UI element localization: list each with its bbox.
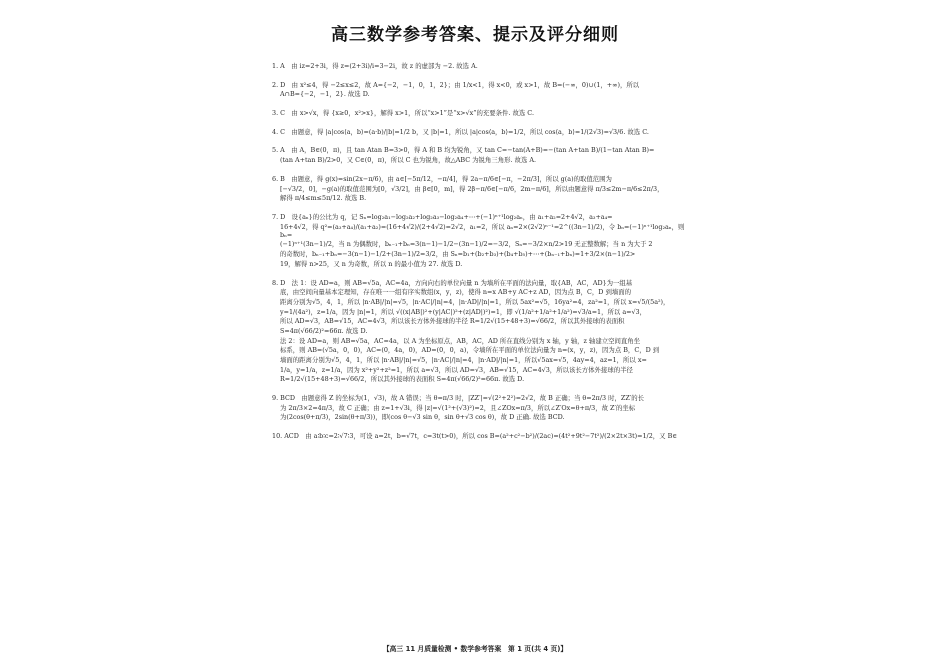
answer-item — [272, 109, 692, 117]
answer-line: 10. ACD 由 a∶b∶c=2∶√7∶3，可设 a=2t，b=√7t，c=3t(t>0)，所以 cos B=(a²+c²−b²)/(2ac)=(4t²+9t²−7t²)/(2×2t×3t)=1/2，又 B∈ — [272, 432, 678, 441]
answer-line: 的奇数时，bₙ₋₁+bₙ=−3(n−1)−1/2+(3n−1)/2=3/2，由 Sₙ=b₁+(b₂+b₃)+(b₄+b₅)+⋯+(bₙ₋₁+bₙ)=1+3/2×(n−1)/2> — [280, 250, 636, 259]
page-footer: 【高三 11 月质量检测 • 数学参考答案 第 1 页(共 4 页)】 — [382, 645, 568, 653]
answer-line: 7. D 设{aₙ}的公比为 q，记 Sₙ=log₂a₁−log₂a₂+log₂a₃−log₂a₄+⋯+(−1)ⁿ⁺¹log₂aₙ，由 a₁+a₂=2+4√2，a₃+a₄= — [272, 212, 613, 221]
answer-line: 6. B 由题意，得 g(x)=sin(2x−π/6)，由 a∈[−5π/12，−π/4]，得 2a−π/6∈[−π，−2π/3]，所以 g(a)的取值范围为 — [272, 174, 612, 183]
answer-line: 1/a，y=1/a，z=1/a，因为 x²+y²+z²=1，所以 a=√3，所以 AD=√3，AB=√15，AC=4√3，所以该长方体外接球的半径 — [280, 365, 633, 374]
answer-line: (tan A+tan B)/2>0，又 C∈(0，π)，所以 C 也为锐角，故△ABC 为锐角三角形. 故选 A. — [280, 156, 537, 165]
answer-item — [272, 128, 692, 136]
answer-line: [−√3/2，0]，−g(a)的取值范围为[0，√3/2]，由 β∈[0，m]，得 2β−π/6∈[−π/6，2m−π/6]，所以由题意得 π/3≤2m−π/6≤2π/3， — [280, 184, 664, 193]
answer-item — [272, 81, 692, 99]
answer-line: 所以 AD=√3，AB=√15，AC=4√3，所以该长方体外接球的半径 R=1/2√(15+48+3)=√66/2，所以其外接球的表面积 — [280, 317, 625, 326]
answer-item — [272, 175, 692, 203]
answer-item — [272, 432, 692, 440]
answer-line: 解得 π/4≤m≤5π/12. 故选 B. — [280, 194, 367, 203]
answer-item — [272, 213, 692, 268]
page-title: 高三数学参考答案、提示及评分细则 — [331, 25, 619, 45]
answer-line: 9. BCD 由题意得 Z 的坐标为(1，√3)，故 A 错误；当 θ=π/3 时，|ZZ′|=√(2²+2²)=2√2，故 B 正确；当 θ=2π/3 时，ZZ′的长 — [272, 394, 645, 403]
answer-line: 1. A 由 iz=2+3i，得 z=(2+3i)/i=3−2i，故 z 的虚部为 −2. 故选 A. — [272, 62, 478, 70]
answer-line: 3. C 由 x>√x，得 {x≥0，x²>x}，解得 x>1，所以“x>1”是“x>√x”的充要条件. 故选 C. — [272, 109, 534, 118]
answer-line: 标系，则 AB=(√5a，0，0)，AC=(0，4a，0)，AD=(0，0，a)，令墙所在平面的单位法向量为 n=(x，y，z)，因为点 B，C，D 到 — [280, 346, 660, 355]
answer-item — [272, 146, 692, 164]
answer-line: 为(2cos(θ+π/3)，2sin(θ+π/3))，即(cos θ−√3 sin θ，sin θ+√3 cos θ)，故 D 正确. 故选 BCD. — [280, 413, 565, 422]
answer-line: (−1)ⁿ⁺¹(3n−1)/2，当 n 为偶数时，bₙ₋₁+bₙ=3(n−1)−1/2−(3n−1)/2=−3/2，Sₙ=−3/2×n/2>19 无正整数解；当 n 为大于 2 — [280, 240, 653, 249]
answer-line: A∩B={−2，−1，2}. 故选 D. — [280, 90, 370, 99]
answer-item — [272, 394, 692, 422]
answer-line: 4. C 由题意，得 |a|cos⟨a，b⟩=(a·b)/|b|=1/2 b，又 |b|=1，所以 |a|cos⟨a，b⟩=1/2，所以 cos⟨a，b⟩=1/(2√3)=√3/6. 故选 C. — [272, 127, 649, 136]
answer-line: 8. D 法 1：设 AD=a，则 AB=√5a，AC=4a，方向向右的单位向量 n 为墙所在平面的法向量，取{AB，AC，AD}为一组基 — [272, 278, 633, 287]
answer-item — [272, 279, 692, 384]
answer-line: 法 2：设 AD=a，则 AB=√5a，AC=4a，以 A 为坐标原点，AB，AC，AD 所在直线分别为 x 轴，y 轴，z 轴建立空间直角坐 — [280, 336, 641, 345]
answer-line: 墙面的距离分别为√5，4，1，所以 |n·AB|/|n|=√5，|n·AC|/|n|=4，|n·AD|/|n|=1，所以√5ax=√5，4ay=4，az=1，所以 x= — [280, 356, 647, 364]
answer-line: 距离分别为√5，4，1，所以 |n·AB|/|n|=√5，|n·AC|/|n|=4，|n·AD|/|n|=1，所以 5ax²=√5，16ya²=4，za²=1，所以 x=√5/(5a²)， — [280, 297, 670, 306]
answer-line: 2. D 由 x²≤4，得 −2≤x≤2，故 A={−2，−1，0，1，2}；由 1/x<1，得 x<0，或 x>1，故 B=(−∞，0)∪(1，+∞)，所以 — [272, 80, 640, 89]
answer-line: S=4π(√66/2)²=66π. 故选 D. — [280, 326, 368, 335]
answer-line: 19，解得 n>25，又 n 为奇数，所以 n 的最小值为 27. 故选 D. — [280, 259, 463, 268]
answer-line: 16+4√2，得 q²=(a₃+a₄)/(a₁+a₂)=(16+4√2)/(2+4√2)=2√2，a₁=2，所以 aₙ=2×(2√2)ⁿ⁻¹=2^((3n−1)/2)，令 bₙ=(−1)ⁿ⁺¹log₂aₙ，则 bₙ= — [280, 222, 685, 239]
answer-item — [272, 62, 692, 70]
answer-line: 为 2π/3×2=4π/3，故 C 正确；由 z=1+√3i，得 |z|=√(1²+(√3)²)=2，且∠ZOx=π/3，所以∠Z′Ox=θ+π/3，故 Z′的坐标 — [280, 403, 636, 412]
answer-line: R=1/2√(15+48+3)=√66/2，所以其外接球的表面积 S=4π(√66/2)²=66π. 故选 D. — [280, 375, 525, 384]
answer-line: 底，由空间向量基本定理知，存在唯一一组有序实数组(x，y，z)，使得 n=x AB+y AC+z AD，因为点 B，C，D 到墙面的 — [280, 288, 632, 297]
answer-line: 5. A 由 A，B∈(0，π)，且 tan Atan B=3>0，得 A 和 B 均为锐角，又 tan C=−tan(A+B)=−(tan A+tan B)/(1−tan Atan B)= — [272, 146, 655, 155]
answer-list — [272, 62, 692, 451]
answer-line: y=1/(4a²)，z=1/a，因为 |n|=1，所以 √((x|AB|)²+(y|AC|)²+(z|AD|)²)=1，即 √(1/a²+1/a²+1/a²)=√3/a=1，所以 a=√3， — [280, 307, 647, 316]
